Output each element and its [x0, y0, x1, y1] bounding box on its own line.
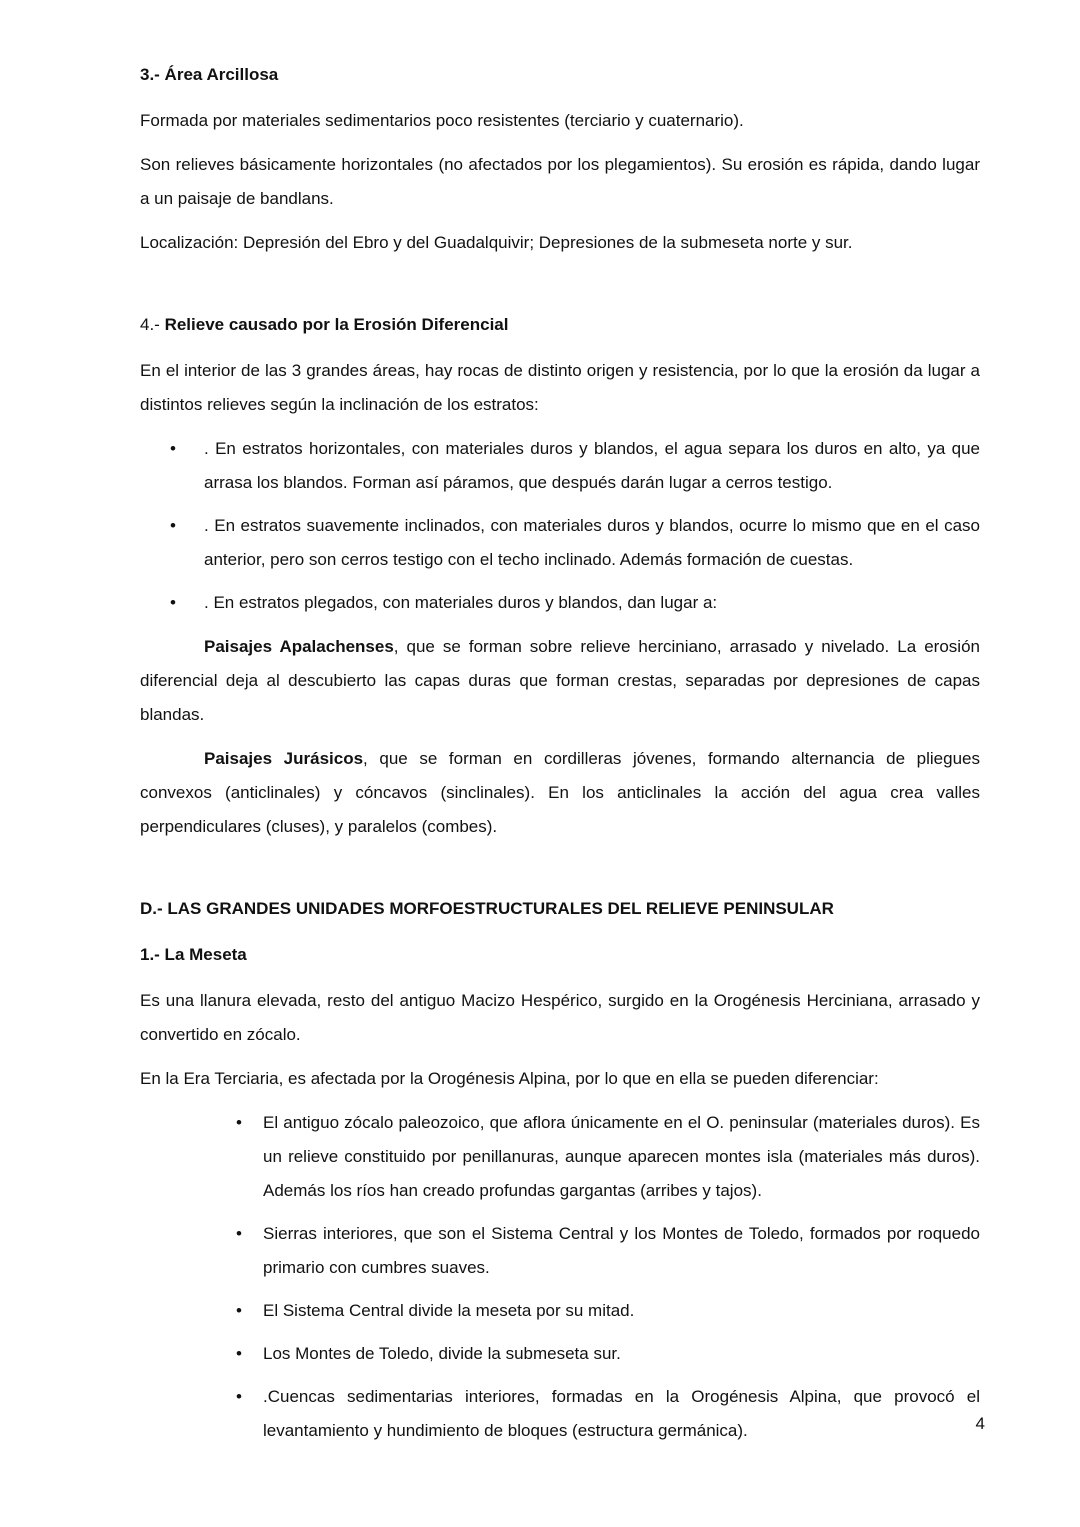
list-item — [170, 586, 980, 620]
bullet-icon: • — [236, 1344, 242, 1363]
paragraph-meseta-2: En la Era Terciaria, es afectada por la Orogénesis Alpina, por lo que en ella se pueden diferenciar: — [140, 1069, 879, 1088]
paragraph-meseta-1: Es una llanura elevada, resto del antiguo Macizo Hespérico, surgido en la Orogénesis Herciniana, arrasado y convertido en zócalo. — [140, 991, 980, 1044]
bullet-text: . En estratos suavemente inclinados, con materiales duros y blandos, ocurre lo mismo que en el caso anterior, pero son cerros testigo con el techo inclinado. Además formación de cuestas. — [204, 516, 980, 569]
paragraph-jurasicos — [140, 742, 980, 844]
section-4-heading-title: Relieve causado por la Erosión Diferencial — [164, 315, 509, 334]
list-item — [236, 1294, 980, 1328]
paragraph-sec3-2: Son relieves básicamente horizontales (no afectados por los plegamientos). Su erosión es rápida, dando lugar a un paisaje de bandlans. — [140, 155, 980, 208]
bullet-text: El antiguo zócalo paleozoico, que aflora únicamente en el O. peninsular (materiales duros). Es un relieve constituido por penillanuras, aunque aparecen montes isla (materiales más duros). Además los ríos han creado profundas gargantas (arribes y tajos). — [263, 1113, 980, 1200]
bullet-text: El Sistema Central divide la meseta por su mitad. — [263, 1301, 635, 1320]
bullet-icon: • — [236, 1224, 242, 1243]
bullet-text: . En estratos horizontales, con materiales duros y blandos, el agua separa los duros en alto, ya que arrasa los blandos. Forman así páramos, que después darán lugar a cerros testigo. — [204, 439, 980, 492]
section-1-heading: 1.- La Meseta — [140, 945, 247, 964]
bullet-list-meseta — [236, 1106, 980, 1448]
list-item — [236, 1106, 980, 1208]
paragraph-sec3-3: Localización: Depresión del Ebro y del Guadalquivir; Depresiones de la submeseta norte y sur. — [140, 233, 853, 252]
bullet-text: Los Montes de Toledo, divide la submeseta sur. — [263, 1344, 621, 1363]
section-4-heading — [140, 308, 980, 342]
bullet-icon: • — [170, 439, 176, 458]
bullet-icon: • — [170, 516, 176, 535]
list-item — [236, 1337, 980, 1371]
apalachenses-body: , que se forman sobre relieve herciniano, arrasado y nivelado. La erosión diferencial deja al descubierto las capas duras que forman crestas, separadas por depresiones de capas blandas. — [140, 637, 980, 724]
bullet-text: . En estratos plegados, con materiales duros y blandos, dan lugar a: — [204, 593, 718, 612]
page-number: 4 — [975, 1414, 985, 1433]
bullet-icon: • — [170, 593, 176, 612]
list-item — [236, 1380, 980, 1448]
paragraph-sec3-1: Formada por materiales sedimentarios poco resistentes (terciario y cuaternario). — [140, 111, 744, 130]
section-3-heading: 3.- Área Arcillosa — [140, 65, 279, 84]
jurasicos-lead: Paisajes Jurásicos — [204, 749, 364, 768]
bullet-text: Sierras interiores, que son el Sistema Central y los Montes de Toledo, formados por roquedo primario con cumbres suaves. — [263, 1224, 980, 1277]
paragraph-apalachenses — [140, 630, 980, 732]
paragraph-sec4-intro: En el interior de las 3 grandes áreas, hay rocas de distinto origen y resistencia, por lo que la erosión da lugar a distintos relieves según la inclinación de los estratos: — [140, 361, 980, 414]
list-item — [236, 1217, 980, 1285]
bullet-icon: • — [236, 1113, 242, 1132]
bullet-icon: • — [236, 1301, 242, 1320]
list-item — [170, 432, 980, 500]
apalachenses-lead: Paisajes Apalachenses — [204, 637, 394, 656]
section-d-heading: D.- LAS GRANDES UNIDADES MORFOESTRUCTURALES DEL RELIEVE PENINSULAR — [140, 899, 834, 918]
jurasicos-body: , que se forman en cordilleras jóvenes, formando alternancia de pliegues convexos (anticlinales) y cóncavos (sinclinales). En los anticlinales la acción del agua crea valles perpendiculares (cluses), y paralelos (combes). — [140, 749, 980, 836]
bullet-text: .Cuencas sedimentarias interiores, formadas en la Orogénesis Alpina, que provocó el levantamiento y hundimiento de bloques (estructura germánica). — [263, 1387, 980, 1440]
bullet-icon: • — [236, 1387, 242, 1406]
list-item — [170, 509, 980, 577]
section-4-heading-number: 4.- — [140, 315, 165, 334]
bullet-list-estratos — [170, 432, 980, 620]
